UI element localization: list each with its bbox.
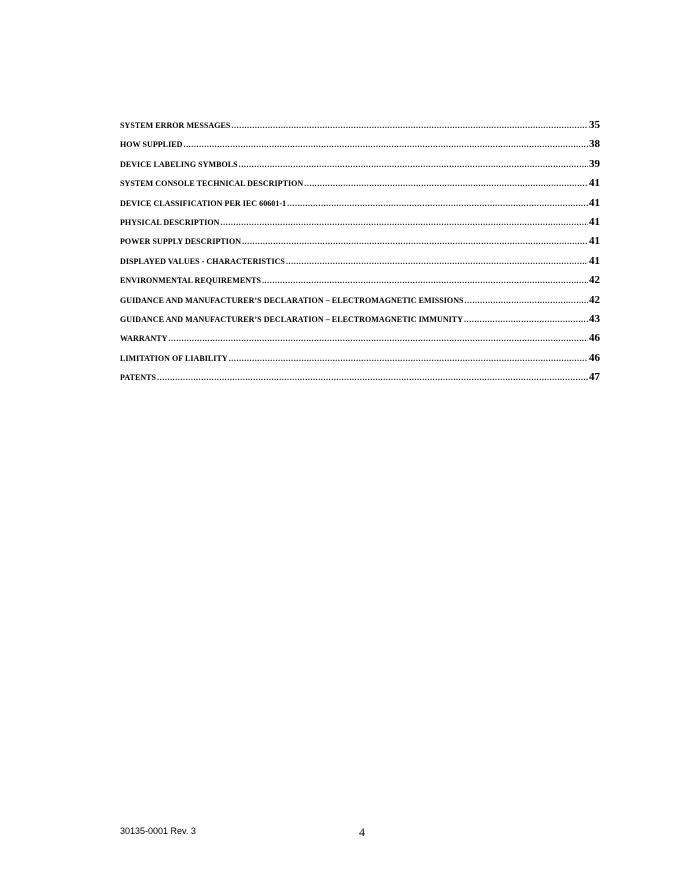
toc-entry[interactable] xyxy=(120,197,600,216)
toc-dot-leader xyxy=(231,121,588,130)
toc-dot-leader xyxy=(239,160,588,169)
toc-entry-title: LIMITATION OF LIABILITY xyxy=(120,353,228,363)
toc-dot-leader xyxy=(157,373,588,382)
toc-entry[interactable] xyxy=(120,371,600,390)
toc-dot-leader xyxy=(169,334,588,343)
toc-dot-leader xyxy=(262,276,588,285)
toc-entry[interactable] xyxy=(120,332,600,351)
toc-entry-page: 47 xyxy=(589,371,600,384)
toc-entry-page: 43 xyxy=(589,312,600,325)
toc-entry[interactable] xyxy=(120,158,600,177)
toc-entry-title: DISPLAYED VALUES - CHARACTERISTICS xyxy=(120,256,285,266)
toc-entry[interactable] xyxy=(120,294,600,313)
toc-entry-title: DEVICE LABELING SYMBOLS xyxy=(120,159,238,169)
toc-entry-page: 41 xyxy=(589,196,600,209)
toc-entry-page: 46 xyxy=(589,332,600,345)
toc-entry-title: GUIDANCE AND MANUFACTURER’S DECLARATION – ELECTROMAGNETIC EMISSIONS xyxy=(120,295,464,305)
toc-entry[interactable] xyxy=(120,177,600,196)
toc-entry-page: 46 xyxy=(589,351,600,364)
toc-entry-title: ENVIRONMENTAL REQUIREMENTS xyxy=(120,276,261,286)
toc-dot-leader xyxy=(464,315,588,324)
toc-entry-title: WARRANTY xyxy=(120,334,168,344)
toc-entry[interactable] xyxy=(120,352,600,371)
toc-entry-page: 39 xyxy=(589,157,600,170)
toc-entry-page: 41 xyxy=(589,235,600,248)
toc-entry[interactable] xyxy=(120,274,600,293)
toc-entry-page: 38 xyxy=(589,138,600,151)
toc-entry-page: 41 xyxy=(589,254,600,267)
toc-dot-leader xyxy=(465,296,588,305)
toc-entry-title: PHYSICAL DESCRIPTION xyxy=(120,217,220,227)
toc-dot-leader xyxy=(183,140,588,149)
toc-dot-leader xyxy=(304,179,588,188)
toc-entry[interactable] xyxy=(120,235,600,254)
toc-entry-page: 41 xyxy=(589,177,600,190)
toc-entry-title: DEVICE CLASSIFICATION PER IEC 60601-1 xyxy=(120,198,287,208)
toc-dot-leader xyxy=(287,199,588,208)
toc-entry[interactable] xyxy=(120,138,600,157)
footer-page-number: 4 xyxy=(359,825,365,839)
toc-dot-leader xyxy=(242,237,588,246)
toc-entry-page: 41 xyxy=(589,215,600,228)
toc-entry-title: GUIDANCE AND MANUFACTURER’S DECLARATION – ELECTROMAGNETIC IMMUNITY xyxy=(120,314,464,324)
toc-entry[interactable] xyxy=(120,119,600,138)
toc-dot-leader xyxy=(286,257,588,266)
toc-dot-leader xyxy=(229,354,588,363)
toc-entry[interactable] xyxy=(120,255,600,274)
toc-entry-page: 35 xyxy=(589,119,600,131)
table-of-contents xyxy=(120,119,600,390)
toc-entry-title: SYSTEM CONSOLE TECHNICAL DESCRIPTION xyxy=(120,179,304,189)
toc-entry-page: 42 xyxy=(589,274,600,287)
toc-entry-title: HOW SUPPLIED xyxy=(120,140,183,150)
toc-dot-leader xyxy=(220,218,588,227)
toc-entry[interactable] xyxy=(120,216,600,235)
toc-entry-title: SYSTEM ERROR MESSAGES xyxy=(120,121,231,130)
toc-entry-title: POWER SUPPLY DESCRIPTION xyxy=(120,237,242,247)
toc-entry-title: PATENTS xyxy=(120,373,157,383)
toc-entry[interactable] xyxy=(120,313,600,332)
toc-entry-page: 42 xyxy=(589,293,600,306)
footer-document-id: 30135-0001 Rev. 3 xyxy=(120,826,196,836)
